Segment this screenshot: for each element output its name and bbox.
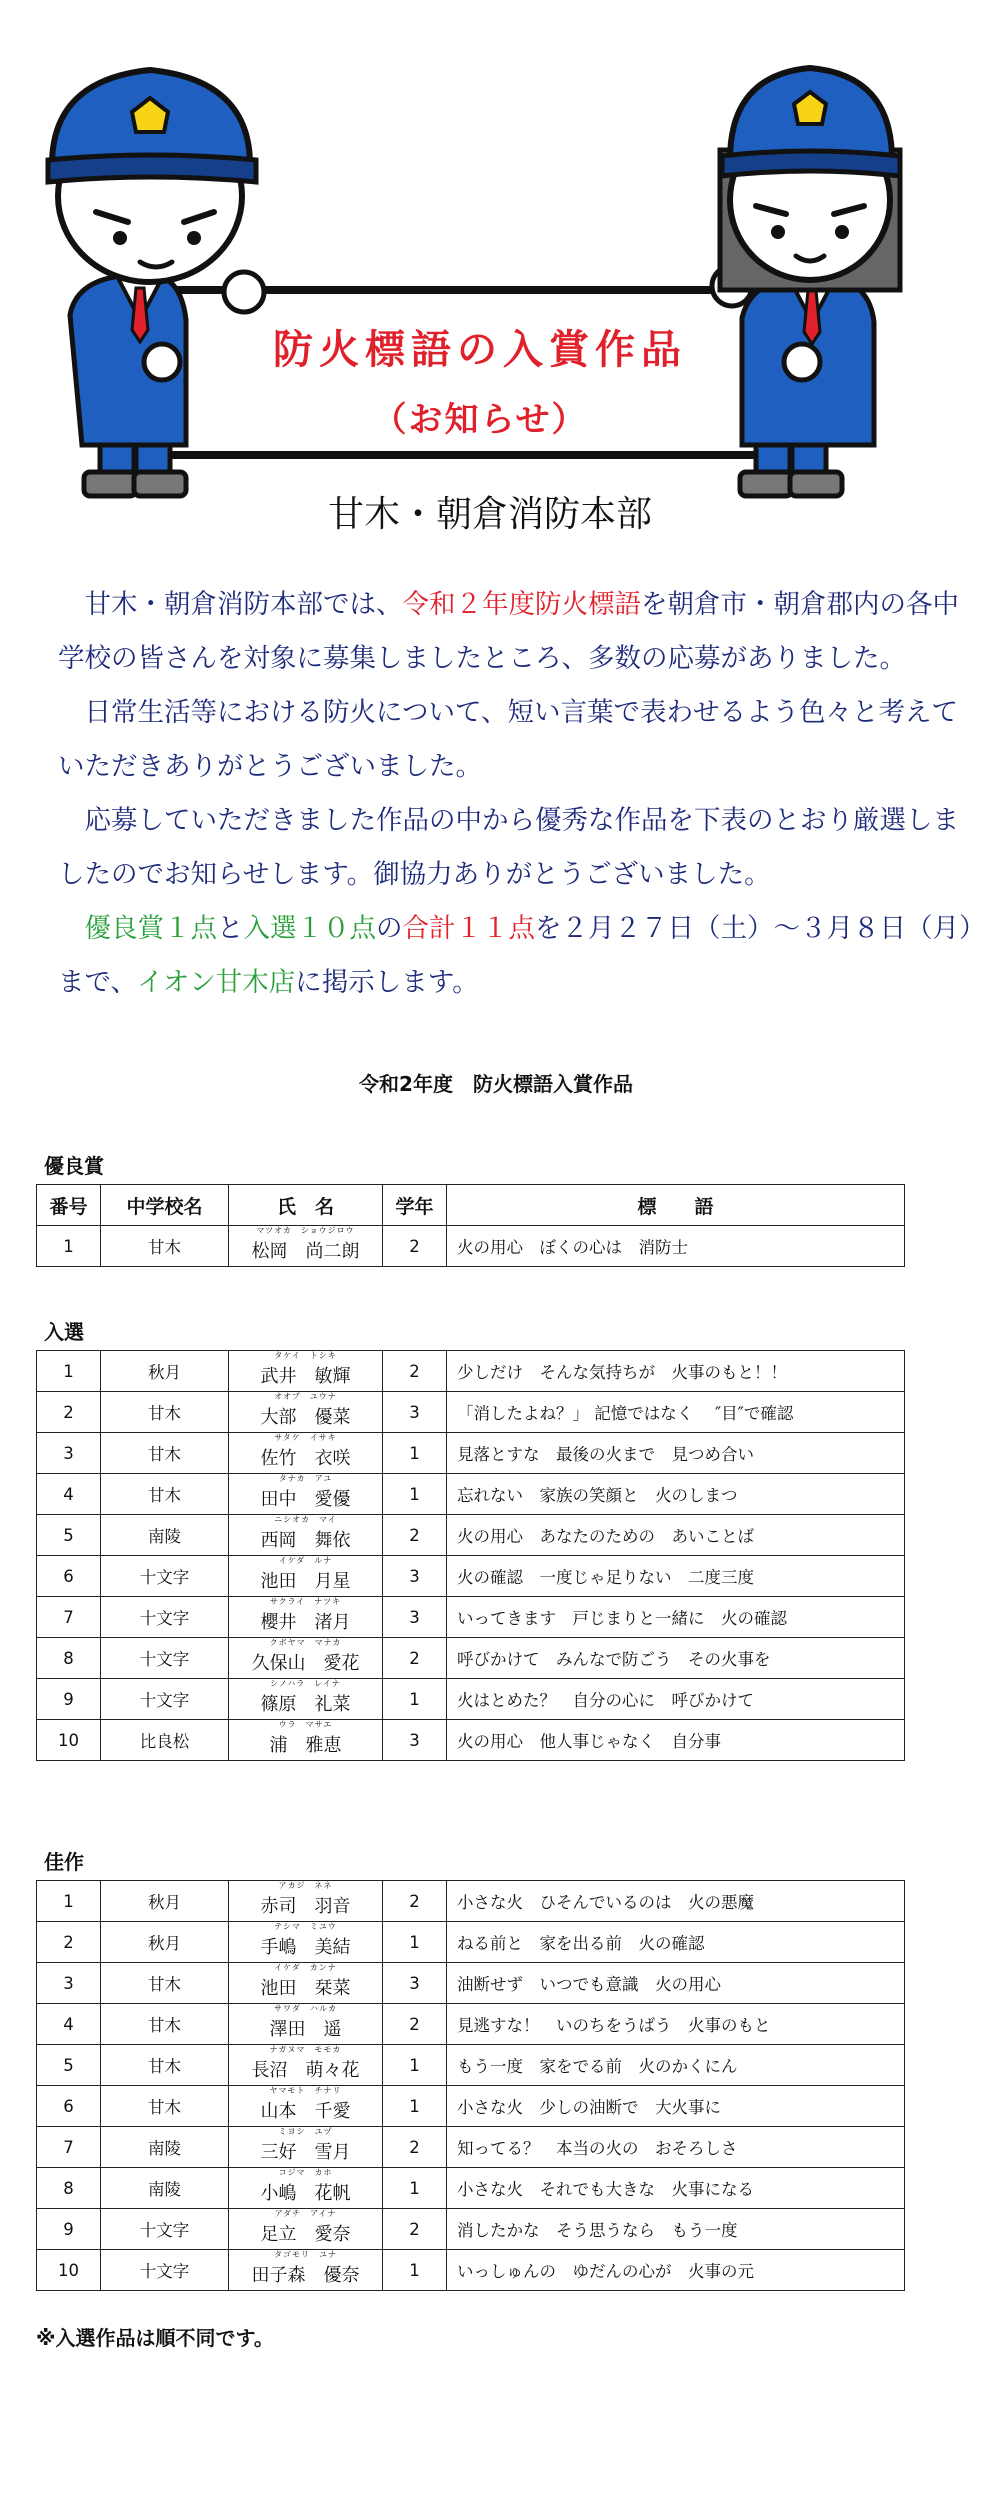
name-text: 田中 愛優 <box>260 1488 351 1510</box>
cell-name <box>229 1679 383 1720</box>
header-no: 番号 <box>37 1185 101 1226</box>
table-row <box>37 2127 905 2168</box>
table-row <box>37 2086 905 2127</box>
cell-name <box>229 2168 383 2209</box>
student-name <box>260 1391 351 1429</box>
cell-grade: 2 <box>383 1351 447 1392</box>
cell-name <box>229 1351 383 1392</box>
cell-slogan: 見落とすな 最後の火まで 見つめ合い <box>447 1433 905 1474</box>
name-text: 西岡 舞依 <box>260 1529 351 1551</box>
cell-no: 1 <box>37 1881 101 1922</box>
cell-school: 甘木 <box>101 2086 229 2127</box>
name-reading: ニシオカ マイ <box>274 1514 337 1524</box>
cell-grade: 3 <box>383 1963 447 2004</box>
intro-paragraph-1: 甘木・朝倉消防本部では、令和２年度防火標語を朝倉市・朝倉郡内の各中学校の皆さんを対象に募集しましたところ、多数の応募がありました。 <box>58 589 959 674</box>
student-name <box>260 1596 351 1634</box>
student-name <box>260 2208 351 2246</box>
name-reading: シノハラ レイナ <box>270 1678 341 1688</box>
name-text: 澤田 遥 <box>269 2018 342 2040</box>
student-name <box>260 1514 351 1552</box>
student-name <box>251 1637 360 1675</box>
student-name <box>260 1350 351 1388</box>
student-name <box>260 1921 351 1959</box>
section-label-selected: 入選 <box>44 1320 84 1344</box>
cell-grade: 1 <box>383 2045 447 2086</box>
name-text: 三好 雪月 <box>260 2141 351 2163</box>
cell-grade: 2 <box>383 2127 447 2168</box>
cell-school: 甘木 <box>101 1963 229 2004</box>
student-name <box>269 1719 342 1757</box>
name-text: 浦 雅恵 <box>269 1734 342 1756</box>
cell-grade: 2 <box>383 1638 447 1679</box>
intro-paragraph-4: 優良賞１点と入選１０点の合計１１点を２月２７日（土）～３月８日（月）まで、イオン甘木店に掲示します。 <box>58 913 973 998</box>
cell-name <box>229 1556 383 1597</box>
cell-name <box>229 1963 383 2004</box>
name-reading: ウラ マサエ <box>278 1719 333 1729</box>
cell-school: 甘木 <box>101 1226 229 1267</box>
name-text: 篠原 礼菜 <box>260 1693 351 1715</box>
name-text: 櫻井 渚月 <box>260 1611 351 1633</box>
name-text: 長沼 萌々花 <box>251 2059 360 2081</box>
cell-grade: 2 <box>383 2209 447 2250</box>
cell-no: 8 <box>37 2168 101 2209</box>
cell-no: 6 <box>37 1556 101 1597</box>
cell-grade: 3 <box>383 1720 447 1761</box>
cell-name <box>229 2004 383 2045</box>
selected-table <box>36 1350 905 1761</box>
name-text: 池田 栞菜 <box>260 1977 351 1999</box>
name-text: 足立 愛奈 <box>260 2223 351 2245</box>
cell-school: 甘木 <box>101 1392 229 1433</box>
cell-no: 1 <box>37 1226 101 1267</box>
name-reading: ミヨシ ユヅ <box>278 2126 333 2136</box>
name-reading: テシマ ミユウ <box>274 1921 337 1931</box>
cell-school: 十文字 <box>101 1597 229 1638</box>
student-name <box>260 1473 351 1511</box>
highlight-excellence: 優良賞１点 <box>84 913 217 944</box>
name-text: 田子森 優奈 <box>251 2264 360 2286</box>
header-illustration <box>0 0 992 540</box>
highlight-total: 合計１１点 <box>402 913 535 944</box>
cell-grade: 1 <box>383 2086 447 2127</box>
table-row <box>37 1638 905 1679</box>
banner-title: 防火標語の入賞作品 <box>273 327 687 373</box>
table-row <box>37 1474 905 1515</box>
header-school: 中学校名 <box>101 1185 229 1226</box>
cell-grade: 2 <box>383 1515 447 1556</box>
cell-slogan: 小さな火 それでも大きな 火事になる <box>447 2168 905 2209</box>
name-reading: イケダ カンナ <box>274 1962 337 1972</box>
cell-no: 4 <box>37 2004 101 2045</box>
cell-no: 8 <box>37 1638 101 1679</box>
cell-school: 秋月 <box>101 1351 229 1392</box>
cell-no: 10 <box>37 2250 101 2291</box>
cell-slogan: 小さな火 ひそんでいるのは 火の悪魔 <box>447 1881 905 1922</box>
cell-grade: 3 <box>383 1556 447 1597</box>
cell-name <box>229 2086 383 2127</box>
organization-name: 甘木・朝倉消防本部 <box>327 494 652 535</box>
cell-school: 南陵 <box>101 2127 229 2168</box>
cell-grade: 3 <box>383 1597 447 1638</box>
cell-grade: 2 <box>383 1226 447 1267</box>
header-name: 氏 名 <box>229 1185 383 1226</box>
cell-school: 十文字 <box>101 1556 229 1597</box>
cell-name <box>229 1597 383 1638</box>
student-name <box>260 2126 351 2164</box>
cell-slogan: 「消したよね？」 記憶ではなく ″目″で確認 <box>447 1392 905 1433</box>
name-text: 山本 千愛 <box>260 2100 351 2122</box>
student-name <box>251 2249 360 2287</box>
name-reading: コジマ カホ <box>278 2167 333 2177</box>
cell-no: 9 <box>37 2209 101 2250</box>
cell-grade: 1 <box>383 1474 447 1515</box>
table-row <box>37 1515 905 1556</box>
cell-name <box>229 1433 383 1474</box>
intro-text <box>58 578 978 1010</box>
table-row <box>37 1226 905 1267</box>
name-reading: ヤマモト チナリ <box>269 2085 342 2095</box>
cell-slogan: 見逃すな！ いのちをうばう 火事のもと <box>447 2004 905 2045</box>
cell-grade: 1 <box>383 1679 447 1720</box>
table-row <box>37 1556 905 1597</box>
cell-school: 甘木 <box>101 1474 229 1515</box>
student-name <box>269 2003 342 2041</box>
name-text: 大部 優菜 <box>260 1406 351 1428</box>
student-name <box>260 1880 351 1918</box>
name-text: 久保山 愛花 <box>251 1652 360 1674</box>
cell-slogan: 小さな火 少しの油断で 大火事に <box>447 2086 905 2127</box>
cell-grade: 2 <box>383 2004 447 2045</box>
name-reading: タケイ トシキ <box>274 1350 337 1360</box>
section-label-excellence: 優良賞 <box>44 1154 104 1178</box>
cell-slogan: 火の確認 一度じゃ足りない 二度三度 <box>447 1556 905 1597</box>
name-text: 小嶋 花帆 <box>260 2182 351 2204</box>
table-row <box>37 1922 905 1963</box>
cell-school: 秋月 <box>101 1881 229 1922</box>
cell-grade: 1 <box>383 1433 447 1474</box>
excellence-table <box>36 1184 905 1267</box>
cell-slogan: いってきます 戸じまりと一緒に 火の確認 <box>447 1597 905 1638</box>
name-text: 松岡 尚二朗 <box>251 1240 360 1262</box>
cell-name <box>229 2250 383 2291</box>
cell-grade: 1 <box>383 2250 447 2291</box>
student-name <box>260 1678 351 1716</box>
name-reading: アカジ ネネ <box>278 1880 333 1890</box>
cell-name <box>229 2127 383 2168</box>
section-label-good: 佳作 <box>44 1850 84 1874</box>
student-name <box>251 2044 360 2082</box>
cell-no: 2 <box>37 1922 101 1963</box>
name-reading: マツオカ ショウジロウ <box>256 1225 355 1235</box>
cell-grade: 3 <box>383 1392 447 1433</box>
table-row <box>37 1881 905 1922</box>
cell-slogan: 火の用心 ぼくの心は 消防士 <box>447 1226 905 1267</box>
cell-no: 7 <box>37 2127 101 2168</box>
student-name <box>251 1225 360 1263</box>
cell-slogan: 呼びかけて みんなで防ごう その火事を <box>447 1638 905 1679</box>
student-name <box>260 2167 351 2205</box>
intro-paragraph-3: 応募していただきました作品の中から優秀な作品を下表のとおり厳選しましたのでお知らせします。御協力ありがとうございました。 <box>58 805 959 890</box>
name-reading: タゴモリ ユナ <box>274 2249 337 2259</box>
table-header-row <box>37 1185 905 1226</box>
table-row <box>37 1597 905 1638</box>
cell-name <box>229 2209 383 2250</box>
cell-school: 南陵 <box>101 1515 229 1556</box>
table-row <box>37 1963 905 2004</box>
student-name <box>260 1432 351 1470</box>
name-reading: ナガヌマ モモカ <box>269 2044 342 2054</box>
cell-school: 十文字 <box>101 2250 229 2291</box>
table-row <box>37 2168 905 2209</box>
table-row <box>37 2004 905 2045</box>
footnote: ※入選作品は順不同です。 <box>36 2326 274 2350</box>
cell-name <box>229 1638 383 1679</box>
cell-slogan: 少しだけ そんな気持ちが 火事のもと！！ <box>447 1351 905 1392</box>
table-row <box>37 2250 905 2291</box>
cell-no: 4 <box>37 1474 101 1515</box>
cell-name <box>229 2045 383 2086</box>
cell-name <box>229 1720 383 1761</box>
name-reading: オオブ ユウナ <box>274 1391 337 1401</box>
cell-name <box>229 1881 383 1922</box>
name-text: 赤司 羽音 <box>260 1895 351 1917</box>
cell-name <box>229 1922 383 1963</box>
cell-school: 南陵 <box>101 2168 229 2209</box>
cell-name <box>229 1515 383 1556</box>
name-reading: クボヤマ マナカ <box>269 1637 342 1647</box>
student-name <box>260 1962 351 2000</box>
header-slogan: 標 語 <box>447 1185 905 1226</box>
cell-slogan: 消したかな そう思うなら もう一度 <box>447 2209 905 2250</box>
cell-name <box>229 1392 383 1433</box>
student-name <box>260 1555 351 1593</box>
name-reading: タナカ アユ <box>278 1473 333 1483</box>
cell-school: 比良松 <box>101 1720 229 1761</box>
name-reading: サクライ ナツキ <box>269 1596 342 1606</box>
cell-no: 10 <box>37 1720 101 1761</box>
name-reading: サタケ イサキ <box>274 1432 337 1442</box>
header-grade: 学年 <box>383 1185 447 1226</box>
cell-slogan: いっしゅんの ゆだんの心が 火事の元 <box>447 2250 905 2291</box>
table-row <box>37 2209 905 2250</box>
cell-no: 3 <box>37 1433 101 1474</box>
cell-no: 9 <box>37 1679 101 1720</box>
cell-slogan: 火はとめた？ 自分の心に 呼びかけて <box>447 1679 905 1720</box>
cell-slogan: 油断せず いつでも意識 火の用心 <box>447 1963 905 2004</box>
cell-no: 5 <box>37 2045 101 2086</box>
name-reading: サワダ ハルカ <box>274 2003 337 2013</box>
firefighter-mascots-illustration <box>0 0 992 540</box>
cell-no: 1 <box>37 1351 101 1392</box>
cell-grade: 1 <box>383 1922 447 1963</box>
cell-grade: 1 <box>383 2168 447 2209</box>
cell-slogan: 火の用心 あなたのための あいことば <box>447 1515 905 1556</box>
table-title: 令和2年度 防火標語入賞作品 <box>359 1072 633 1096</box>
name-text: 佐竹 衣咲 <box>260 1447 351 1469</box>
table-row <box>37 1392 905 1433</box>
cell-slogan: 火の用心 他人事じゃなく 自分事 <box>447 1720 905 1761</box>
cell-school: 秋月 <box>101 1922 229 1963</box>
cell-no: 6 <box>37 2086 101 2127</box>
good-table <box>36 1880 905 2291</box>
cell-no: 3 <box>37 1963 101 2004</box>
intro-paragraph-2: 日常生活等における防火について、短い言葉で表わせるよう色々と考えていただきありがとうございました。 <box>58 697 958 782</box>
table-row <box>37 2045 905 2086</box>
name-reading: アダチ アイナ <box>274 2208 337 2218</box>
table-row <box>37 1720 905 1761</box>
highlight-selected: 入選１０点 <box>243 913 376 944</box>
name-reading: イケダ ルナ <box>278 1555 333 1565</box>
cell-grade: 2 <box>383 1881 447 1922</box>
cell-slogan: 忘れない 家族の笑顔と 火のしまつ <box>447 1474 905 1515</box>
cell-slogan: 知ってる？ 本当の火の おそろしさ <box>447 2127 905 2168</box>
table-row <box>37 1351 905 1392</box>
highlight-slogan-year: 令和２年度防火標語 <box>402 589 641 620</box>
cell-no: 7 <box>37 1597 101 1638</box>
cell-school: 甘木 <box>101 2045 229 2086</box>
name-text: 武井 敏輝 <box>260 1365 351 1387</box>
banner-subtitle: （お知らせ） <box>372 400 588 440</box>
cell-name <box>229 1474 383 1515</box>
cell-school: 十文字 <box>101 2209 229 2250</box>
cell-no: 2 <box>37 1392 101 1433</box>
cell-school: 十文字 <box>101 1679 229 1720</box>
cell-slogan: もう一度 家をでる前 火のかくにん <box>447 2045 905 2086</box>
name-text: 手嶋 美結 <box>260 1936 351 1958</box>
cell-school: 甘木 <box>101 2004 229 2045</box>
name-text: 池田 月星 <box>260 1570 351 1592</box>
table-row <box>37 1433 905 1474</box>
cell-no: 5 <box>37 1515 101 1556</box>
cell-school: 甘木 <box>101 1433 229 1474</box>
cell-slogan: ねる前と 家を出る前 火の確認 <box>447 1922 905 1963</box>
table-row <box>37 1679 905 1720</box>
cell-school: 十文字 <box>101 1638 229 1679</box>
cell-name <box>229 1226 383 1267</box>
student-name <box>260 2085 351 2123</box>
highlight-venue: イオン甘木店 <box>136 967 296 998</box>
